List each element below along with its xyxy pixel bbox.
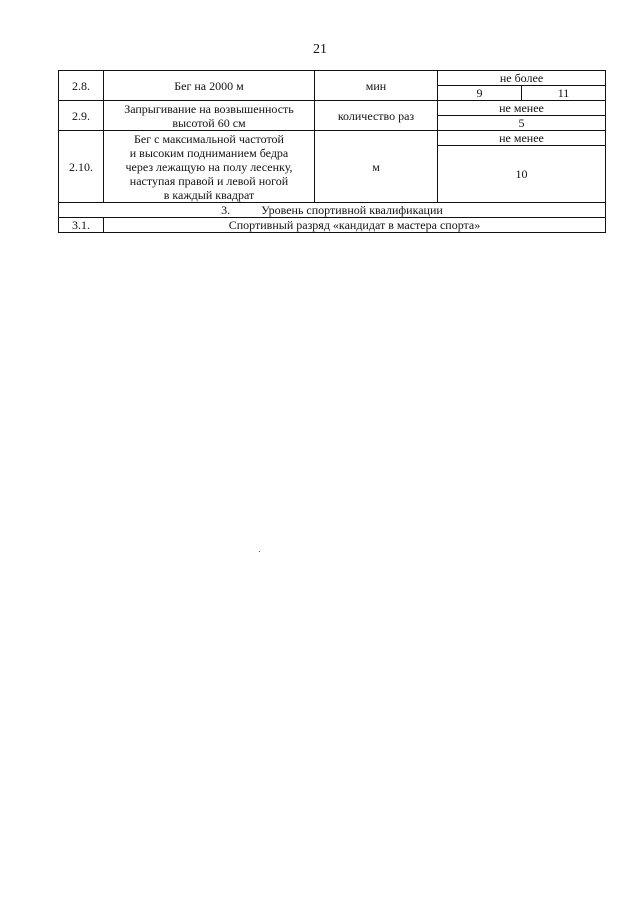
table-row-3-1 — [59, 218, 606, 233]
value-cell: 5 — [438, 116, 606, 131]
exercise-name-line: и высоким подниманием бедра — [129, 145, 289, 160]
criterion-cell: не более — [438, 71, 606, 86]
exercise-name-line: в каждый квадрат — [163, 187, 255, 202]
exercise-name — [104, 131, 315, 203]
page-number: 21 — [313, 42, 327, 57]
row-number: 3.1. — [59, 218, 104, 233]
exercise-name-line: через лежащую на полу лесенку, — [125, 159, 293, 174]
section-number: 3. — [221, 203, 231, 217]
section-title — [59, 203, 606, 218]
row-number: 2.10. — [59, 131, 104, 203]
unit-cell: мин — [315, 71, 438, 101]
exercise-name-line: Запрыгивание на возвышенность — [124, 101, 294, 116]
scan-speck — [259, 551, 260, 552]
value-cell: 11 — [522, 86, 606, 101]
value-cell: 9 — [438, 86, 522, 101]
criterion-cell: не менее — [438, 101, 606, 116]
row-number: 2.9. — [59, 101, 104, 131]
exercise-name-line: наступая правой и левой ногой — [129, 173, 289, 188]
section-title-text: Уровень спортивной квалификации — [261, 203, 443, 217]
unit-cell: количество раз — [315, 101, 438, 131]
table-row-2-8 — [59, 71, 606, 86]
value-cell: 10 — [438, 146, 606, 203]
exercise-name — [104, 101, 315, 131]
exercise-name-line: Бег с максимальной частотой — [134, 131, 284, 146]
exercise-name-line: высотой 60 см — [172, 115, 246, 130]
table-row-2-9 — [59, 101, 606, 116]
norms-table — [58, 70, 606, 233]
qualification-text: Спортивный разряд «кандидат в мастера спорта» — [104, 218, 606, 233]
exercise-name: Бег на 2000 м — [104, 71, 315, 101]
criterion-cell: не менее — [438, 131, 606, 146]
unit-cell: м — [315, 131, 438, 203]
row-number: 2.8. — [59, 71, 104, 101]
table-row-2-10 — [59, 131, 606, 146]
section-3-row — [59, 203, 606, 218]
